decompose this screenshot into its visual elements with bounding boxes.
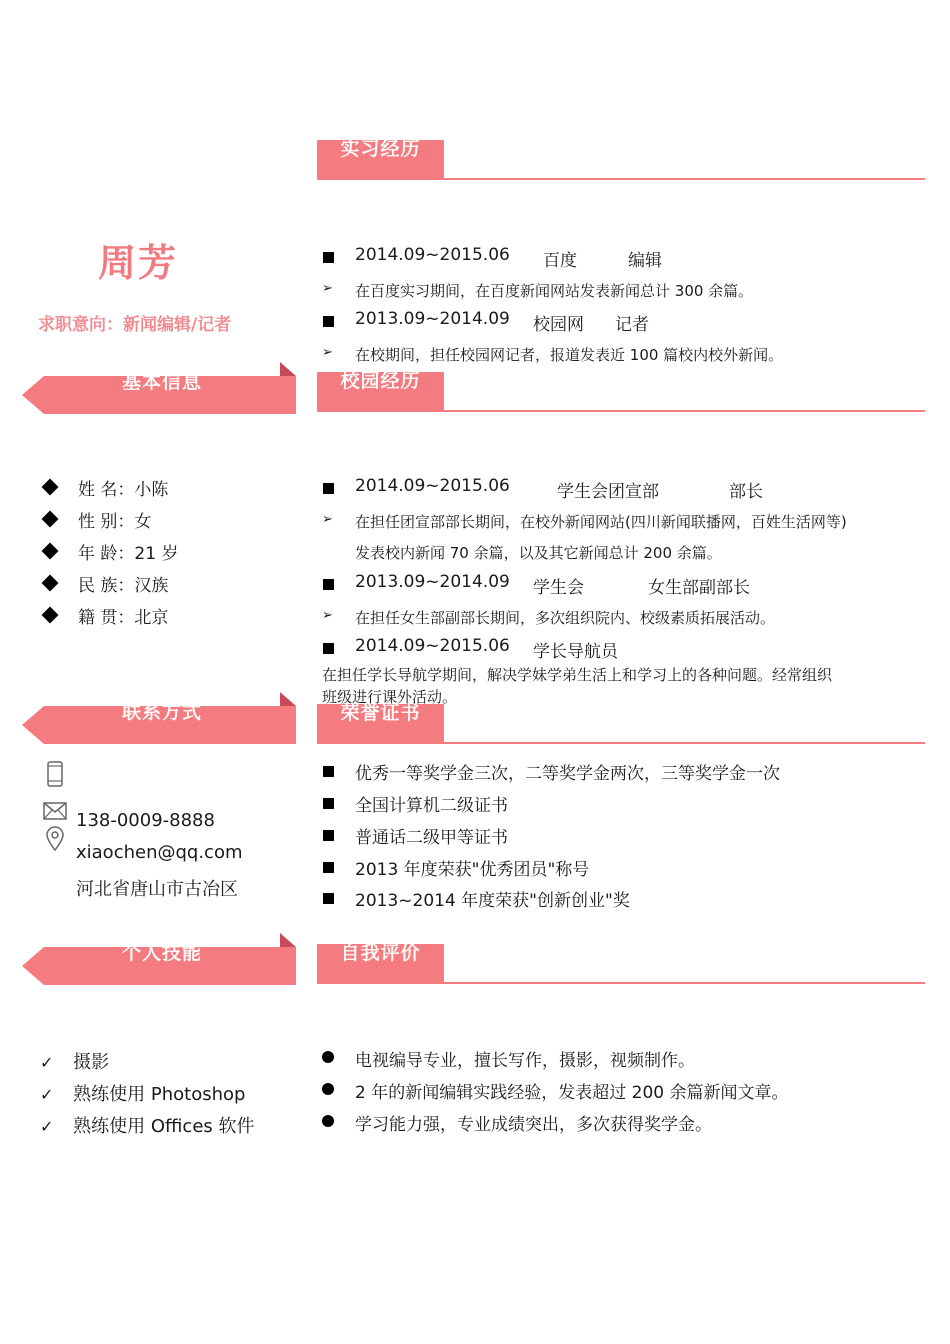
info-value: 汉族 xyxy=(134,575,169,596)
honor-item: 普通话二级甲等证书 xyxy=(355,828,508,848)
campus-period: 2014.09~2015.06 xyxy=(355,476,510,496)
campus-desc: 班级进行课外活动。 xyxy=(322,688,458,706)
square-bullet-icon xyxy=(323,252,334,263)
skill-label: 熟练使用 Photoshop xyxy=(73,1084,246,1105)
campus-desc: 在担任女生部副部长期间，多次组织院内、校级素质拓展活动。 xyxy=(355,609,776,627)
ribbon-fold xyxy=(280,692,296,706)
square-bullet-icon xyxy=(323,483,334,494)
square-bullet-icon xyxy=(323,798,334,809)
section-title: 实习经历 xyxy=(340,138,421,160)
internship-period: 2014.09~2015.06 xyxy=(355,245,510,265)
campus-desc: 在担任学长导航学期间，解决学妹学弟生活上和学习上的各种问题。经常组织 xyxy=(322,666,833,684)
skill-label: 摄影 xyxy=(73,1052,110,1073)
campus-role: 部长 xyxy=(729,482,763,502)
check-icon: ✓ xyxy=(40,1117,54,1136)
arrow-bullet-icon: ➢ xyxy=(322,512,333,527)
contact-phone: 138-0009-8888 xyxy=(76,810,215,831)
campus-desc: 发表校内新闻 70 余篇，以及其它新闻总计 200 余篇。 xyxy=(355,544,722,562)
info-value: 小陈 xyxy=(134,479,169,500)
skill-label: 熟练使用 Offices 软件 xyxy=(73,1116,255,1137)
internship-org: 百度 xyxy=(543,251,577,271)
campus-role: 女生部副部长 xyxy=(648,578,750,598)
section-header-campus xyxy=(317,372,925,412)
square-bullet-icon xyxy=(323,893,334,904)
check-icon: ✓ xyxy=(40,1085,54,1104)
section-header-internship xyxy=(317,140,925,180)
section-header-contact xyxy=(22,701,296,744)
square-bullet-icon xyxy=(323,862,334,873)
internship-period: 2013.09~2014.09 xyxy=(355,309,510,329)
ribbon-fold xyxy=(280,933,296,947)
honor-item: 2013~2014 年度荣获"创新创业"奖 xyxy=(355,891,630,911)
basic-info-row xyxy=(42,475,168,499)
dot-bullet-icon xyxy=(322,1083,334,1095)
campus-period: 2014.09~2015.06 xyxy=(355,636,510,656)
honor-item: 优秀一等奖学金三次，二等奖学金两次，三等奖学金一次 xyxy=(355,764,780,784)
campus-desc: 在担任团宣部部长期间，在校外新闻网站(四川新闻联播网，百姓生活网等) xyxy=(355,513,847,531)
basic-info-row xyxy=(42,603,168,627)
internship-desc: 在百度实习期间，在百度新闻网站发表新闻总计 300 余篇。 xyxy=(355,282,754,300)
campus-org: 学生会团宣部 xyxy=(557,482,659,502)
arrow-bullet-icon: ➢ xyxy=(322,281,333,296)
diamond-bullet-icon xyxy=(42,511,59,528)
section-title: 荣誉证书 xyxy=(340,702,421,724)
section-title: 自我评价 xyxy=(340,942,421,964)
arrow-bullet-icon: ➢ xyxy=(322,345,333,360)
self-eval-item: 2 年的新闻编辑实践经验，发表超过 200 余篇新闻文章。 xyxy=(355,1083,789,1103)
candidate-name: 周芳 xyxy=(98,241,179,285)
self-eval-item: 学习能力强，专业成绩突出，多次获得奖学金。 xyxy=(355,1115,712,1135)
tab-underline xyxy=(317,178,925,180)
dot-bullet-icon xyxy=(322,1115,334,1127)
basic-info-row xyxy=(42,571,168,595)
tab-underline xyxy=(317,410,925,412)
honor-item: 2013 年度荣获"优秀团员"称号 xyxy=(355,860,590,880)
internship-role: 记者 xyxy=(615,315,649,335)
campus-org: 学生会 xyxy=(533,578,584,598)
diamond-bullet-icon xyxy=(42,479,59,496)
self-eval-item: 电视编导专业，擅长写作，摄影，视频制作。 xyxy=(355,1051,695,1071)
campus-period: 2013.09~2014.09 xyxy=(355,572,510,592)
section-header-skills xyxy=(22,942,296,985)
job-intent: 求职意向：新闻编辑/记者 xyxy=(38,315,232,335)
skill-item xyxy=(40,1048,109,1074)
info-label: 籍 贯： xyxy=(78,607,135,628)
ribbon-fold xyxy=(280,362,296,376)
info-label: 姓 名： xyxy=(78,479,135,500)
dot-bullet-icon xyxy=(322,1051,334,1063)
square-bullet-icon xyxy=(323,643,334,654)
square-bullet-icon xyxy=(323,830,334,841)
basic-info-row xyxy=(42,507,151,531)
square-bullet-icon xyxy=(323,316,334,327)
tab-underline xyxy=(317,742,925,744)
check-icon: ✓ xyxy=(40,1053,54,1072)
info-value: 北京 xyxy=(134,607,169,628)
contact-address: 河北省唐山市古冶区 xyxy=(76,879,238,900)
contact-email[interactable]: xiaochen@qq.com xyxy=(76,842,243,863)
square-bullet-icon xyxy=(323,579,334,590)
section-title: 联系方式 xyxy=(121,701,202,723)
section-header-basic xyxy=(22,371,296,414)
arrow-bullet-icon: ➢ xyxy=(322,608,333,623)
diamond-bullet-icon xyxy=(42,575,59,592)
honor-item: 全国计算机二级证书 xyxy=(355,796,508,816)
campus-org: 学长导航员 xyxy=(533,642,618,662)
section-header-self-eval xyxy=(317,944,925,984)
mail-icon xyxy=(43,802,67,820)
section-header-honors xyxy=(317,704,925,744)
basic-info-row xyxy=(42,539,178,563)
skill-item xyxy=(40,1080,245,1106)
internship-role: 编辑 xyxy=(628,251,662,271)
section-title: 校园经历 xyxy=(340,370,421,392)
square-bullet-icon xyxy=(323,766,334,777)
info-value: 21 岁 xyxy=(134,543,179,564)
internship-org: 校园网 xyxy=(533,315,584,335)
info-value: 女 xyxy=(134,511,152,532)
info-label: 民 族： xyxy=(78,575,135,596)
diamond-bullet-icon xyxy=(42,607,59,624)
phone-icon xyxy=(45,761,65,787)
tab-underline xyxy=(317,982,925,984)
info-label: 性 别： xyxy=(78,511,135,532)
skill-item xyxy=(40,1112,255,1138)
section-title: 基本信息 xyxy=(121,371,202,393)
section-title: 个人技能 xyxy=(121,942,202,964)
diamond-bullet-icon xyxy=(42,543,59,560)
location-icon xyxy=(45,826,65,852)
info-label: 年 龄： xyxy=(78,543,135,564)
internship-desc: 在校期间，担任校园网记者，报道发表近 100 篇校内校外新闻。 xyxy=(355,346,784,364)
